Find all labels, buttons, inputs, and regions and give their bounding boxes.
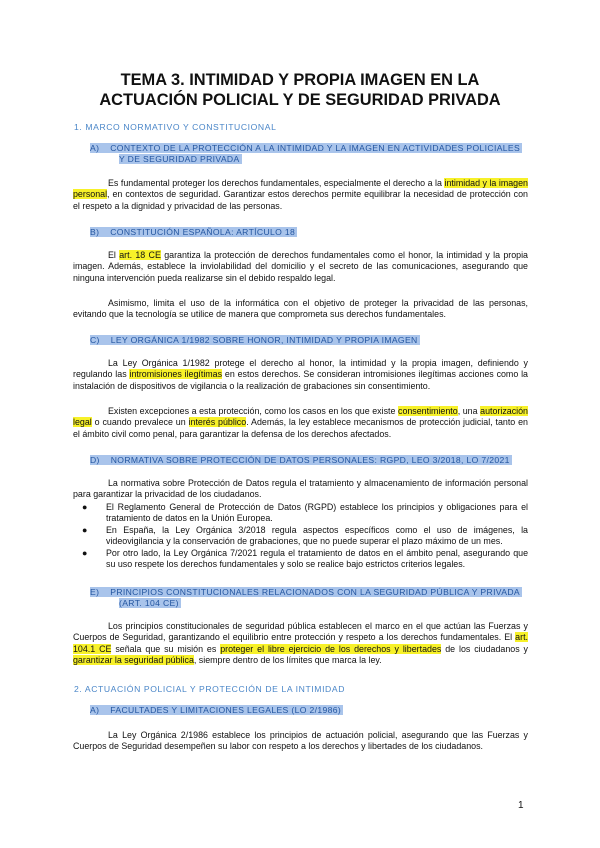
- subheading-b-label: B): [90, 227, 100, 237]
- paragraph-c1-text1: La Ley Orgánica 1/1982 protege el derecho al honor, la intimidad y la propia imagen, definiendo y regulando las: [73, 358, 528, 380]
- subheading-a-label: A): [90, 143, 100, 153]
- paragraph-c2-text2: , una: [457, 406, 481, 416]
- highlight-intromisiones: intromisiones ilegítimas: [129, 369, 223, 380]
- paragraph-b1-text2: garantiza la protección de derechos fundamentales como el honor, la intimidad y la propia imagen. Además, establece la inviolabilidad del domicilio y el secreto de las comunicaciones, asegurando que ninguna intervención pueda realizarse sin el debido respaldo legal.: [73, 250, 528, 283]
- paragraph-b2: [73, 298, 528, 321]
- paragraph-a2: [73, 730, 528, 753]
- subheading-e-label: E): [90, 587, 100, 597]
- subheading-e-line1: [90, 587, 522, 597]
- paragraph-e-text1: Los principios constitucionales de seguridad pública establecen el marco en el que actúan las Fuerzas y Cuerpos de Seguridad, garantizando el equilibrio entre protección y respeto a los derechos fundamentales. El: [73, 621, 528, 643]
- paragraph-a-text2: , en contextos de seguridad. Garantizar estos derechos permite equilibrar la necesidad de protección con el respeto a la dignidad y privacidad de las personas.: [73, 189, 528, 211]
- highlight-intimidad-imagen: intimidad y la imagen personal: [73, 178, 528, 200]
- paragraph-e-text4: , siempre dentro de los límites que marca la ley.: [193, 655, 382, 666]
- paragraph-c1: [73, 358, 528, 392]
- paragraph-d: [73, 478, 528, 501]
- list-item: [78, 502, 528, 525]
- paragraph-a2-text1: La Ley Orgánica 2/1986 establece los principios de actuación policial, asegurando que las Fuerzas y Cuerpos de Seguridad desempeñen su labor con respeto a los derechos y libertades de los ciudadanos.: [73, 730, 528, 752]
- subheading-a-line1: [90, 143, 522, 153]
- paragraph-c1-text2: en estos derechos. Se consideran intromisiones ilegítimas acciones como la instalación de dispositivos de vigilancia o la realización de grabaciones sin consentimiento.: [73, 369, 528, 391]
- subheading-b-line1: [90, 227, 297, 237]
- subheading-a2-line1: [90, 705, 343, 715]
- subheading-c-line1: [90, 335, 420, 345]
- paragraph-c2: [73, 406, 528, 440]
- list-item-text: Por otro lado, la Ley Orgánica 7/2021 regula el tratamiento de datos en el ámbito penal, asegurando que su uso respete los derechos fundamentales y solo se realice bajo estrictos criterios legales.: [106, 547, 528, 570]
- highlight-seguridad-publica: garantizar la seguridad pública: [73, 655, 194, 666]
- list-item-text: En España, la Ley Orgánica 3/2018 regula aspectos específicos como el uso de imágenes, la videovigilancia y la conservación de grabaciones, que no puede superar el plazo máximo de un mes.: [106, 524, 528, 547]
- subheading-c-text1: LEY ORGÁNICA 1/1982 SOBRE HONOR, INTIMIDAD Y PROPIA IMAGEN: [110, 335, 418, 345]
- paragraph-a-text1: Es fundamental proteger los derechos fundamentales, especialmente el derecho a la: [108, 178, 445, 188]
- paragraph-e: [73, 621, 528, 667]
- subheading-e-text1: PRINCIPIOS CONSTITUCIONALES RELACIONADOS CON LA SEGURIDAD PÚBLICA Y PRIVADA: [110, 587, 520, 597]
- page-number: 1: [518, 800, 524, 811]
- subheading-a: [90, 143, 526, 165]
- highlight-autorizacion-legal: autorización legal: [73, 406, 528, 428]
- highlight-art18: art. 18 CE: [119, 250, 161, 260]
- highlight-libre-ejercicio: proteger el libre ejercicio de los derechos y libertades: [220, 643, 442, 654]
- subheading-b: [90, 227, 526, 238]
- subheading-c: [90, 335, 526, 346]
- page-title: TEMA 3. INTIMIDAD Y PROPIA IMAGEN EN LA ACTUACIÓN POLICIAL Y DE SEGURIDAD PRIVADA: [99, 71, 501, 109]
- highlight-interes-publico: interés público: [188, 417, 247, 428]
- subheading-d-line1: [90, 455, 512, 465]
- subheading-d-text1: NORMATIVA SOBRE PROTECCIÓN DE DATOS PERSONALES: RGPD, LEO 3/2018, LO 7/2021: [110, 455, 510, 465]
- subheading-a2-label: A): [90, 705, 100, 715]
- subheading-c-label: C): [90, 335, 100, 345]
- paragraph-b2-text1: Asimismo, limita el uso de la informática con el objetivo de proteger la privacidad de las personas, evitando que la tecnología se utilice de manera que comprometa sus derechos fundamentales.: [73, 298, 528, 320]
- paragraph-e-text2: señala que su misión es: [111, 643, 221, 654]
- bullet-icon: ●: [82, 524, 88, 535]
- paragraph-b1: [73, 250, 528, 284]
- section-heading-2: 2. ACTUACIÓN POLICIAL Y PROTECCIÓN DE LA INTIMIDAD: [74, 684, 345, 694]
- highlight-art104: art. 104.1 CE: [73, 632, 528, 654]
- bullet-icon: ●: [82, 547, 88, 558]
- subheading-d: [90, 455, 526, 466]
- list-item: [78, 525, 528, 548]
- paragraph-d-text1: La normativa sobre Protección de Datos regula el tratamiento y almacenamiento de información personal para garantizar la privacidad de los ciudadanos.: [73, 478, 528, 500]
- section-heading-1: 1. MARCO NORMATIVO Y CONSTITUCIONAL: [74, 122, 277, 132]
- subheading-a-text1: CONTEXTO DE LA PROTECCIÓN A LA INTIMIDAD Y LA IMAGEN EN ACTIVIDADES POLICIALES: [110, 143, 521, 153]
- paragraph-c2-text3: o cuando prevalece un: [91, 417, 189, 428]
- paragraph-c2-text1: Existen excepciones a esta protección, como los casos en los que existe: [108, 406, 398, 416]
- subheading-a-line2: Y DE SEGURIDAD PRIVADA: [119, 154, 240, 164]
- subheading-e: [90, 587, 526, 609]
- subheading-b-text1: CONSTITUCIÓN ESPAÑOLA: ARTÍCULO 18: [110, 227, 296, 237]
- paragraph-c2-text4: . Además, la ley establece mecanismos de protección judicial, tanto en el ámbito civil como penal, para garantizar la defensa de los derechos afectados.: [73, 417, 528, 439]
- paragraph-e-text3: de los ciudadanos y: [441, 643, 528, 654]
- highlight-consentimiento: consentimiento: [398, 406, 458, 416]
- list-item: [78, 548, 528, 571]
- subheading-d-label: D): [90, 455, 100, 465]
- bullet-icon: ●: [82, 502, 88, 512]
- paragraph-a: [73, 178, 528, 212]
- paragraph-b1-text1: El: [108, 250, 120, 260]
- subheading-a2: [90, 705, 526, 716]
- bullet-list-d: [78, 502, 528, 570]
- list-item-text: El Reglamento General de Protección de Datos (RGPD) establece los principios y obligaciones para el tratamiento de datos en la Unión Europea.: [106, 502, 528, 524]
- subheading-a2-text1: FACULTADES Y LIMITACIONES LEGALES (LO 2/1986): [110, 705, 342, 715]
- subheading-e-line2: (ART. 104 CE): [119, 598, 179, 608]
